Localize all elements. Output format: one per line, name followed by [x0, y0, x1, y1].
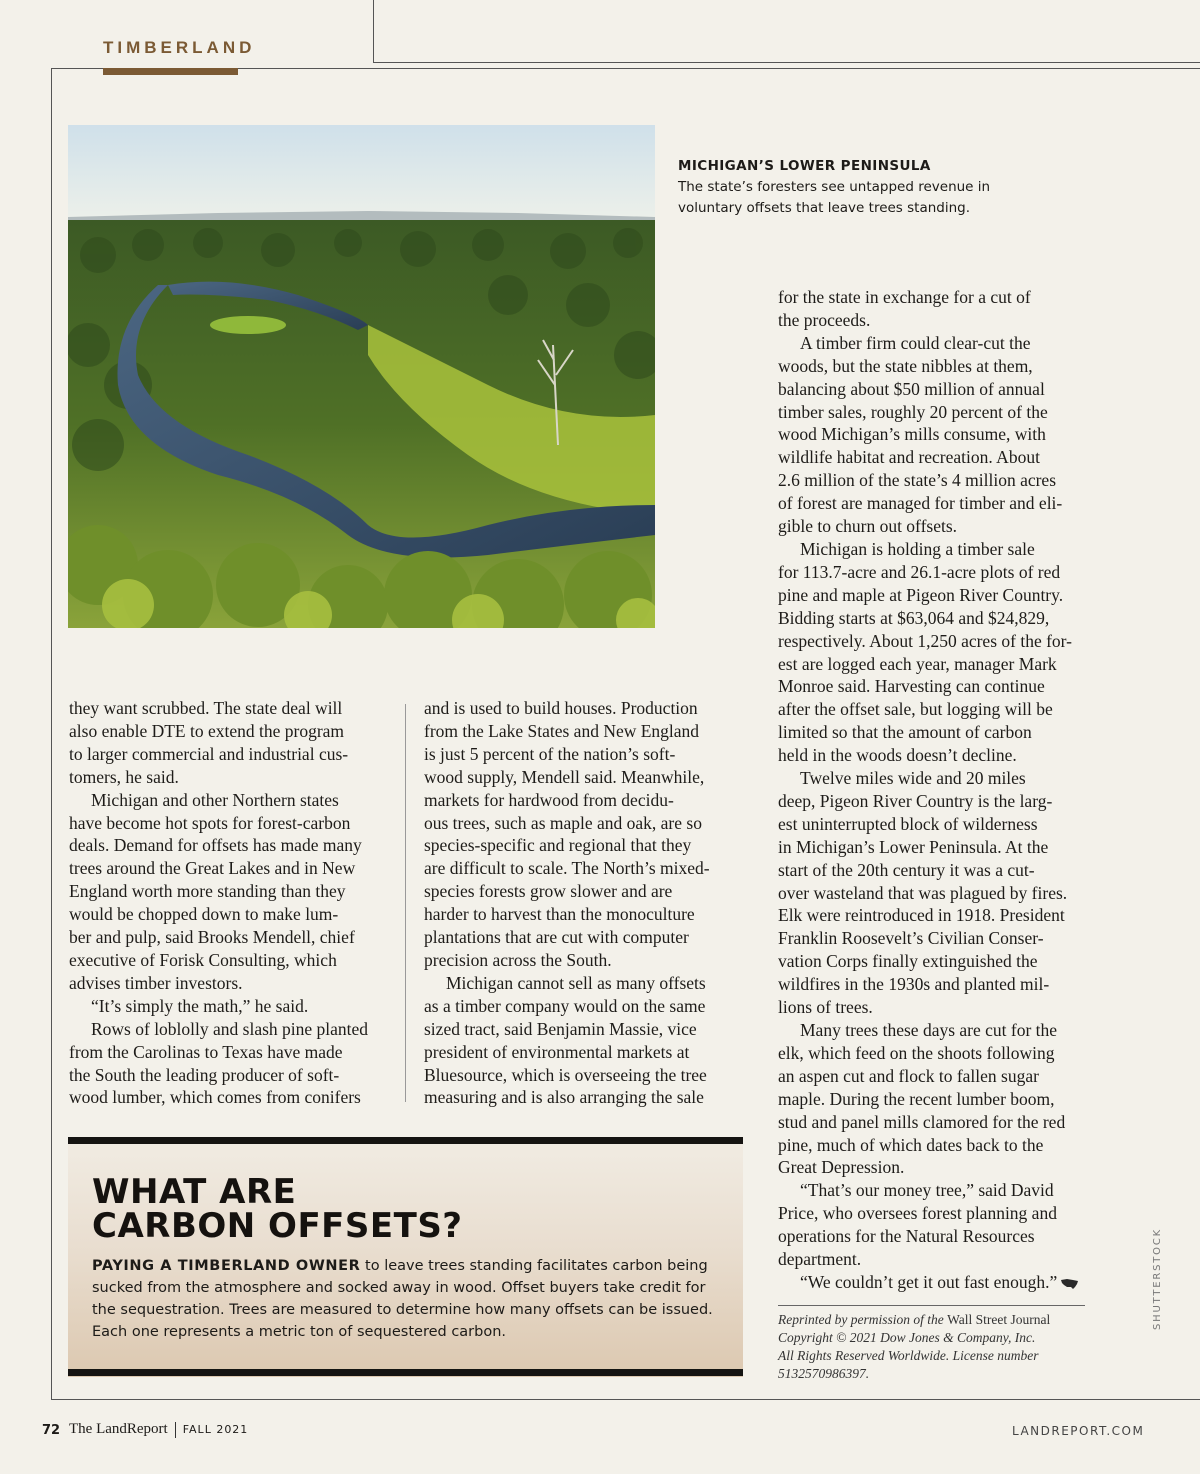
article-column-1 [69, 697, 394, 1109]
article-line: harder to harvest than the monoculture [424, 904, 695, 925]
credit-prefix: Reprinted by permission of the [778, 1312, 948, 1327]
article-line: wildfires in the 1930s and planted mil- [778, 974, 1050, 995]
footer-separator [175, 1422, 176, 1438]
column-divider [405, 704, 406, 1102]
sidebar-body [92, 1255, 732, 1343]
article-line: species forests grow slower and are [424, 881, 673, 902]
article-line: in Michigan’s Lower Peninsula. At the [778, 836, 1049, 857]
article-line: Elk were reintroduced in 1918. President [778, 905, 1065, 926]
article-line: gible to churn out offsets. [778, 516, 958, 537]
article-line: as a timber company would on the same [424, 995, 706, 1016]
photo-credit: SHUTTERSTOCK [1152, 1228, 1163, 1330]
credit-rule [778, 1305, 1085, 1306]
article-line: also enable DTE to extend the program [69, 720, 345, 741]
article-line: are difficult to scale. The North’s mixed- [424, 858, 710, 879]
article-line: limited so that the amount of carbon [778, 722, 1032, 743]
issue-label: FALL 2021 [182, 1423, 249, 1436]
sidebar-bottom-rule [68, 1369, 743, 1376]
article-line: “That’s our money tree,” said David [800, 1180, 1054, 1201]
sidebar-title [92, 1172, 712, 1246]
caption-line: voluntary offsets that leave trees standing. [678, 200, 971, 216]
article-line: vation Corps finally extinguished the [778, 951, 1038, 972]
section-label: TIMBERLAND [103, 38, 256, 57]
sidebar-top-rule [68, 1137, 743, 1144]
credit-line: All Rights Reserved Worldwide. License number [778, 1348, 1039, 1363]
article-line: the proceeds. [778, 309, 871, 330]
reprint-credit [778, 1311, 1088, 1383]
article-line: they want scrubbed. The state deal will [69, 698, 343, 718]
article-line: of forest are managed for timber and eli- [778, 493, 1063, 514]
article-line: species-specific and regional that they [424, 835, 692, 856]
article-column-2 [424, 697, 742, 1109]
article-line: lions of trees. [778, 997, 873, 1018]
credit-line: 5132570986397. [778, 1366, 870, 1381]
article-line: president of environmental markets at [424, 1041, 690, 1062]
article-line: Twelve miles wide and 20 miles [800, 768, 1026, 789]
sidebar-line: Each one represents a metric ton of sequestered carbon. [92, 1324, 507, 1340]
article-line: operations for the Natural Resources [778, 1226, 1035, 1247]
article-line: Rows of loblolly and slash pine planted [91, 1018, 369, 1039]
article-line: “We couldn’t get it out fast enough.” [778, 1271, 1103, 1294]
article-line: Michigan is holding a timber sale [800, 538, 1035, 559]
article-line: wood lumber, which comes from conifers [69, 1087, 361, 1108]
article-line: trees around the Great Lakes and in New [69, 858, 356, 879]
article-line: held in the woods doesn’t decline. [778, 745, 1017, 766]
article-line: for 113.7-acre and 26.1-acre plots of red [778, 561, 1061, 582]
article-line: pine, much of which dates back to the [778, 1134, 1044, 1155]
article-line: 2.6 million of the state’s 4 million acres [778, 470, 1057, 491]
article-line: from the Lake States and New England [424, 720, 700, 741]
article-line: stud and panel mills clamored for the red [778, 1111, 1066, 1132]
article-line: from the Carolinas to Texas have made [69, 1041, 343, 1062]
article-line: deep, Pigeon River Country is the larg- [778, 790, 1053, 811]
article-line: deals. Demand for offsets has made many [69, 835, 362, 856]
credit-line: Copyright © 2021 Dow Jones & Company, Inc. [778, 1330, 1036, 1345]
article-line: respectively. About 1,250 acres of the for- [778, 630, 1072, 651]
article-line: wood Michigan’s mills consume, with [778, 424, 1046, 445]
river-forest-photo [68, 125, 655, 628]
article-line: for the state in exchange for a cut of [778, 287, 1031, 307]
article-line: markets for hardwood from decidu- [424, 789, 674, 810]
sidebar-line: sucked from the atmosphere and socked away in wood. Offset buyers take credit for [92, 1280, 706, 1296]
article-line: England worth more standing than they [69, 881, 346, 902]
section-bar [103, 68, 238, 75]
brand-name: The LandReport [69, 1421, 168, 1437]
article-line: department. [778, 1249, 862, 1270]
us-map-end-icon [1061, 1278, 1079, 1290]
article-line: Bidding starts at $63,064 and $24,829, [778, 607, 1050, 628]
credit-publication: Wall Street Journal [947, 1312, 1051, 1327]
article-line: an aspen cut and flock to fallen sugar [778, 1065, 1039, 1086]
article-line: Monroe said. Harvesting can continue [778, 676, 1045, 697]
article-line: start of the 20th century it was a cut- [778, 859, 1035, 880]
photo-caption [678, 156, 998, 219]
article-line: timber sales, roughly 20 percent of the [778, 401, 1048, 422]
article-column-3 [778, 286, 1103, 1294]
article-line: pine and maple at Pigeon River Country. [778, 584, 1064, 605]
article-line: est are logged each year, manager Mark [778, 653, 1057, 674]
article-line: over wasteland that was plagued by fires. [778, 882, 1068, 903]
article-line: the South the leading producer of soft- [69, 1064, 340, 1085]
sidebar-title-line: WHAT ARE [92, 1172, 297, 1212]
article-line: after the offset sale, but logging will be [778, 699, 1053, 720]
carbon-offsets-sidebar [68, 1137, 743, 1377]
page-number: 72 [42, 1423, 61, 1438]
caption-line: The state’s foresters see untapped revenue in [678, 179, 991, 195]
article-line: and is used to build houses. Production [424, 698, 698, 718]
article-line: Price, who oversees forest planning and [778, 1203, 1057, 1224]
article-line: A timber firm could clear-cut the [800, 332, 1031, 353]
article-line: ber and pulp, said Brooks Mendell, chief [69, 927, 355, 948]
website-link[interactable]: LANDREPORT.COM [1012, 1424, 1145, 1438]
article-line: sized tract, said Benjamin Massie, vice [424, 1018, 697, 1039]
article-line: elk, which feed on the shoots following [778, 1042, 1055, 1063]
sidebar-line-rest: to leave trees standing facilitates carbon being [360, 1258, 708, 1274]
article-line: wood supply, Mendell said. Meanwhile, [424, 766, 705, 787]
article-line: executive of Forisk Consulting, which [69, 949, 337, 970]
article-line: Michigan cannot sell as many offsets [446, 972, 706, 993]
article-line: wildlife habitat and recreation. About [778, 447, 1040, 468]
magazine-brand [69, 1421, 248, 1438]
article-line: maple. During the recent lumber boom, [778, 1088, 1055, 1109]
article-line: precision across the South. [424, 949, 612, 970]
article-line: advises timber investors. [69, 972, 243, 993]
article-line: Franklin Roosevelt’s Civilian Conser- [778, 928, 1044, 949]
article-line: “It’s simply the math,” he said. [91, 995, 309, 1016]
article-line: est uninterrupted block of wilderness [778, 813, 1038, 834]
top-frame-rule [373, 0, 1200, 63]
caption-heading: MICHIGAN’S LOWER PENINSULA [678, 158, 931, 174]
article-line: would be chopped down to make lum- [69, 904, 339, 925]
article-line: Michigan and other Northern states [91, 789, 339, 810]
article-line: have become hot spots for forest-carbon [69, 812, 351, 833]
sidebar-lead: PAYING A TIMBERLAND OWNER [92, 1258, 361, 1274]
article-line: woods, but the state nibbles at them, [778, 355, 1033, 376]
article-line: plantations that are cut with computer [424, 927, 689, 948]
article-line: Many trees these days are cut for the [800, 1020, 1058, 1040]
article-line: measuring and is also arranging the sale [424, 1087, 704, 1108]
article-line: Great Depression. [778, 1157, 905, 1178]
article-line: Bluesource, which is overseeing the tree [424, 1064, 707, 1085]
sidebar-title-line: CARBON OFFSETS? [92, 1206, 463, 1246]
article-line: is just 5 percent of the nation’s soft- [424, 743, 676, 764]
article-line: ous trees, such as maple and oak, are so [424, 812, 702, 833]
article-line: tomers, he said. [69, 766, 179, 787]
sidebar-line: the sequestration. Trees are measured to determine how many offsets can be issued. [92, 1302, 713, 1318]
article-line: to larger commercial and industrial cus- [69, 743, 349, 764]
article-line: balancing about $50 million of annual [778, 378, 1045, 399]
